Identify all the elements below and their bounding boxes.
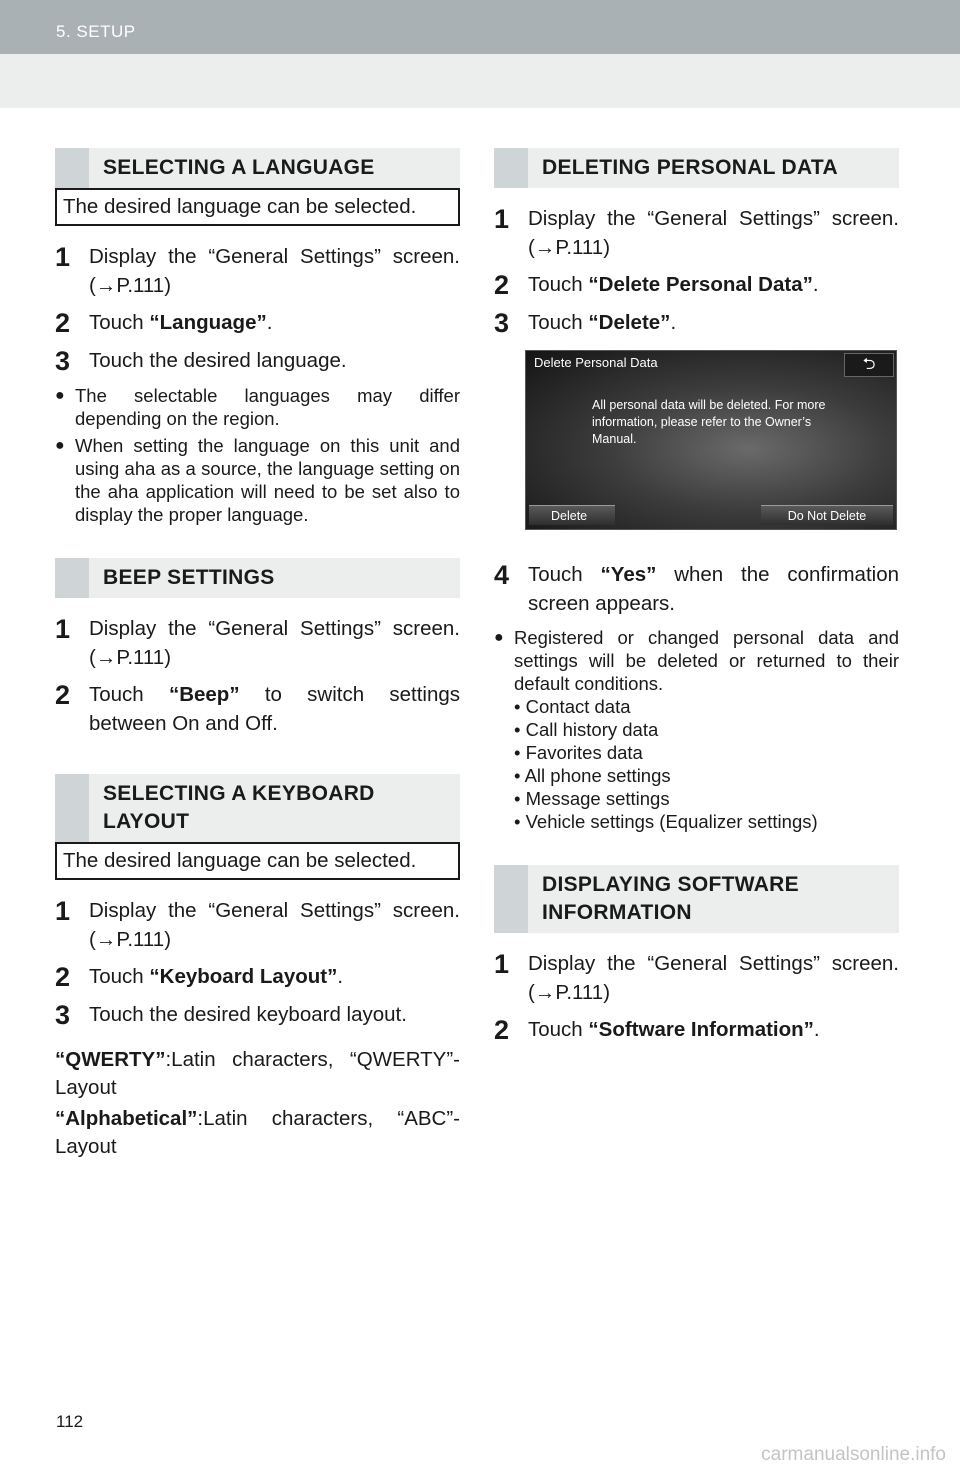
step: 4 Touch “Yes” when the confirmation screen appears. [494, 560, 899, 615]
heading-beep-settings: BEEP SETTINGS [55, 558, 460, 598]
heading-keyboard-layout: SELECTING A KEYBOARD LAYOUT [55, 774, 460, 842]
watermark: carmanualsonline.info [761, 1444, 946, 1465]
step: 1 Display the “General Settings” screen. (→P.111) [55, 896, 460, 951]
screen-title: Delete Personal Data [534, 355, 658, 370]
step: 2 Touch “Language”. [55, 308, 273, 338]
note-bullet: ● Registered or changed personal data and settings will be deleted or returned to their default conditions. • Contact data • Call history data • Favorites data • All phone settings • Message settings • Vehicle settings (Equalizer settings) [494, 627, 899, 832]
left-column [55, 148, 460, 1164]
intro-box-keyboard: The desired language can be selected. [55, 842, 460, 880]
list-item: • Contact data [514, 696, 631, 717]
do-not-delete-button[interactable]: Do Not Delete [761, 505, 893, 525]
heading-software-information: DISPLAYING SOFTWARE INFORMATION [494, 865, 899, 933]
list-item: • Call history data [514, 719, 659, 740]
step: 3 Touch “Delete”. [494, 308, 677, 338]
option-qwerty: “QWERTY”:Latin characters, “QWERTY”-Layout [55, 1048, 460, 1099]
step: 1 Display the “General Settings” screen. (→P.111) [55, 614, 460, 669]
list-item: • Message settings [514, 788, 670, 809]
note-bullet: ● When setting the language on this unit and using aha as a source, the language setting on the aha application will need to be set also to display the proper language. [55, 435, 460, 525]
delete-personal-data-screenshot [525, 350, 897, 530]
screen-message: All personal data will be deleted. For more information, please refer to the Owner’s Manual. [592, 398, 826, 446]
back-icon[interactable]: ⮌ [844, 353, 894, 377]
step: 1 Display the “General Settings” screen. (→P.111) [494, 949, 899, 1004]
heading-selecting-language: SELECTING A LANGUAGE [55, 148, 460, 188]
intro-box-language: The desired language can be selected. [55, 188, 460, 226]
bullet-icon: ● [55, 437, 65, 454]
heading-deleting-personal-data: DELETING PERSONAL DATA [494, 148, 899, 188]
right-column [494, 148, 899, 1053]
bullet-icon: ● [55, 387, 65, 404]
section-title: 5. SETUP [56, 22, 136, 41]
step: 2 Touch “Delete Personal Data”. [494, 270, 819, 300]
step: 1 Display the “General Settings” screen. (→P.111) [55, 242, 460, 297]
delete-button[interactable]: Delete [529, 505, 615, 525]
step: 3 Touch the desired keyboard layout. [55, 1000, 407, 1030]
header-bar [0, 0, 960, 54]
bullet-icon: ● [494, 629, 504, 646]
page-number: 112 [56, 1412, 84, 1431]
step: 2 Touch “Keyboard Layout”. [55, 962, 344, 992]
note-bullet: ● The selectable languages may differ depending on the region. [55, 385, 460, 429]
list-item: • Vehicle settings (Equalizer settings) [514, 811, 818, 832]
option-alphabetical: “Alphabetical”:Latin characters, “ABC”-Layout [55, 1107, 460, 1158]
step: 1 Display the “General Settings” screen. (→P.111) [494, 204, 899, 259]
step: 3 Touch the desired language. [55, 346, 347, 376]
list-item: • Favorites data [514, 742, 643, 763]
step: 2 Touch “Beep” to switch settings between On and Off. [55, 680, 460, 735]
step: 2 Touch “Software Information”. [494, 1015, 820, 1045]
list-item: • All phone settings [514, 765, 671, 786]
